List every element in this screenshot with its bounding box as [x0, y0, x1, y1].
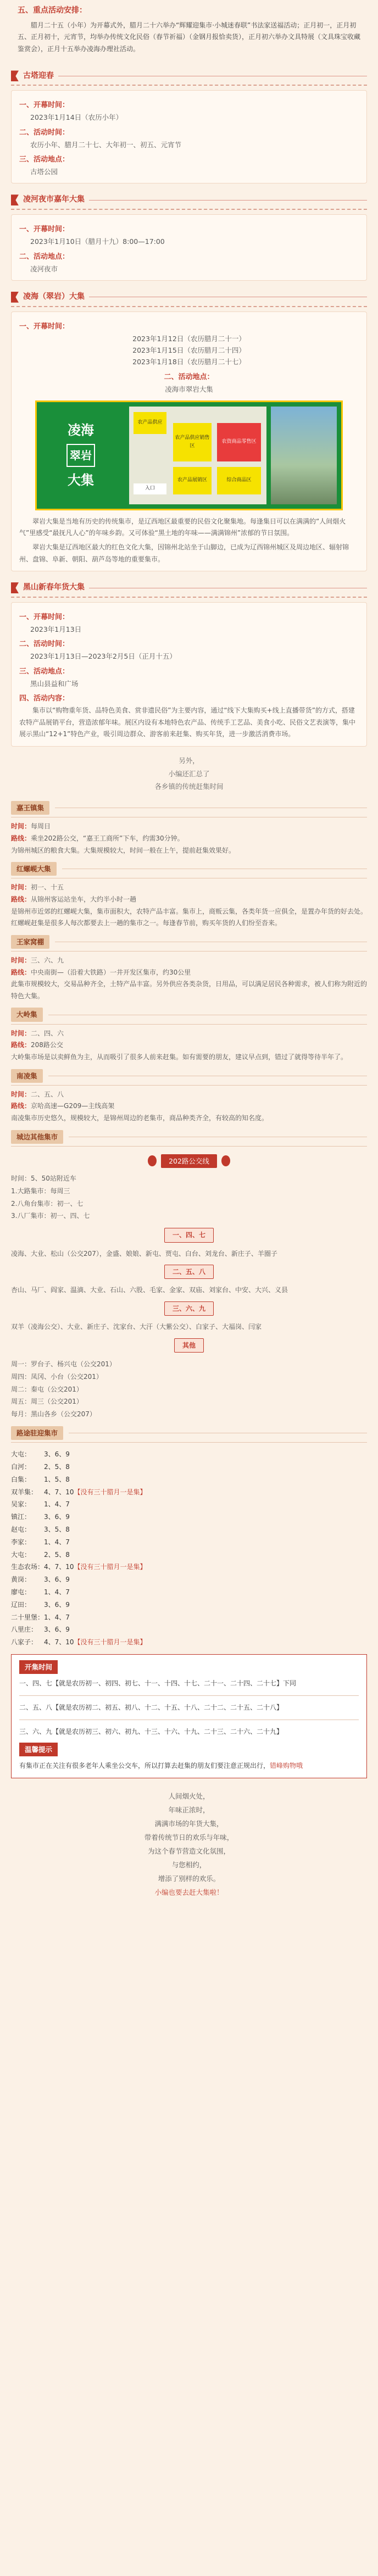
transition-text [11, 754, 367, 793]
week-body: 双羊（凌海公交）、大业、新庄子、沈家台、大汗（大紫公交）、白家子、大福岗、闫家 [11, 1323, 262, 1331]
tip-text [19, 1760, 359, 1772]
market-header [11, 801, 367, 817]
schedule-row [11, 1473, 367, 1486]
key: 路线： [11, 968, 31, 976]
date-list [19, 333, 359, 368]
schedule-key: 白集： [11, 1475, 31, 1483]
outro-line: 满满市场的年货大集， [154, 1819, 224, 1828]
val: 中央南街—（沿着大铁路）一井开发区集市，约30公里 [31, 968, 191, 976]
market-header [11, 935, 367, 952]
date-item: 2023年1月18日（农历腊月二十七） [132, 358, 246, 366]
intro-section [11, 0, 367, 60]
desc-paragraph: 集市以“购物重年货、品特色美食、赏非遗民俗”为主要内容，通过“线下大集购买+线上直播带货”的方式，搭建农特产品展销平台，营造浓郁年味。展区内设有本地特色农产品、传统手工艺品、美食小吃、民俗文艺表演等，集中展示黑山“12+1”特色产业，吸引周边群众、游客前来赶集、购买年货，进一步激活消费市场。 [19, 706, 356, 738]
week-tag: 其他 [174, 1338, 204, 1353]
list-item: 周四：凤冈、小台（公交201） [11, 1372, 103, 1381]
week-header [11, 1301, 367, 1316]
transition-line: 各乡镇的传统赶集时间 [154, 782, 224, 791]
lantern-icon [148, 1155, 157, 1166]
schedule-note: 【没有三十腊月一是集】 [74, 1563, 147, 1571]
week-tag: 三、六、九 [164, 1301, 214, 1316]
key: 时间： [11, 883, 31, 892]
schedule-value: 1、5、8 [44, 1475, 70, 1483]
schedule-row [11, 1448, 367, 1461]
value: 2023年1月14日（农历小年） [30, 113, 123, 122]
label: 一、开幕时间： [19, 101, 70, 110]
market-header [11, 1008, 367, 1024]
transition-line: 另外， [179, 756, 199, 765]
schedule-key: 八家子： [11, 1638, 38, 1646]
poster-map [129, 407, 266, 504]
rule-line: 三、六、九【就是农历初三、初六、初九、十三、十六、十九、二十三、二十六、二十九】 [19, 1727, 284, 1735]
market-time [11, 821, 367, 833]
schedule-row [11, 1636, 367, 1649]
info-card [11, 602, 367, 747]
label: 一、开幕时间： [19, 225, 70, 234]
poster-word: 大集 [68, 472, 94, 488]
schedule-key: 二十里堡： [11, 1613, 45, 1621]
schedule-key: 大屯： [11, 1450, 31, 1459]
map-zone: 农资商品零售区 [217, 423, 261, 461]
city-list [11, 1172, 367, 1222]
schedule-row [11, 1623, 367, 1636]
schedule-row [11, 1561, 367, 1573]
val: 二、五、八 [31, 1090, 64, 1098]
rule-line: 一、四、七【就是农历初一、初四、初七、十一、十四、十七、二十一、二十四、二十七】下同 [19, 1679, 297, 1688]
outro [11, 1789, 367, 1899]
date-item: 2023年1月15日（农历腊月二十四） [132, 346, 246, 355]
val: 每周日 [31, 822, 51, 831]
schedule-key: 生态农场： [11, 1563, 45, 1571]
schedule-value: 3、5、8 [44, 1525, 70, 1533]
market-item [11, 1069, 367, 1125]
flag-icon [11, 70, 19, 81]
desc-paragraph: 翠岩大集是当地有历史的传统集市，是辽西地区最重要的民俗文化聚集地。每逢集日可以在满满的“人间烟火气”里感受“最抚凡人心”的年味乡韵。又可体验“黑土地的年味——满满锦州”浓郁的节日氛围。 [19, 517, 346, 537]
key: 路线： [11, 1041, 31, 1049]
tip-head: 温馨提示 [19, 1743, 58, 1756]
poster-word: 凌海 [68, 422, 94, 438]
schedule-key: 大屯： [11, 1550, 31, 1559]
schedule-value: 4、7、10 [44, 1488, 74, 1496]
market-time [11, 955, 367, 967]
value: 2023年1月13日—2023年2月5日（正月十五） [30, 652, 176, 661]
schedule-list [11, 1448, 367, 1649]
week-header [11, 1265, 367, 1279]
val: 乘坐202路公交，“嘉王工商所”下车，约需30分钟。 [31, 834, 184, 843]
market-time [11, 1028, 367, 1040]
label: 一、开幕时间： [19, 322, 70, 331]
intro-title: 五、重点活动安排： [18, 6, 87, 15]
market-time [11, 1089, 367, 1101]
outro-line: 小编也要去赶大集啦！ [154, 1888, 224, 1896]
outro-line: 带着传统节日的欢乐与年味， [144, 1833, 234, 1841]
market-desc: 南凌集市历史悠久，规模较大，是锦州周边的老集市，商品种类齐全，有较高的知名度。 [11, 1114, 269, 1122]
market-tag: 红螺岘大集 [11, 862, 57, 876]
list-item: 3.八厂集市：初一、四、七 [11, 1212, 90, 1220]
schedule-key: 八里庄： [11, 1626, 38, 1634]
value: 农历小年、腊月二十七、大年初一、初五、元宵节 [30, 140, 182, 149]
schedule-key: 白河： [11, 1463, 31, 1471]
schedule-key: 赵屯： [11, 1525, 31, 1533]
schedule-note: 【没有三十腊月一是集】 [74, 1488, 147, 1496]
value: 凌海市翠岩大集 [165, 385, 213, 393]
market-tag: 大岭集 [11, 1008, 43, 1021]
section-ling-hai [11, 288, 367, 571]
schedule-value: 4、7、10 [44, 1563, 74, 1571]
map-zone: 农产品展销区 [173, 467, 212, 494]
list-item: 周二：秦屯（公交201） [11, 1385, 83, 1393]
key: 时间： [11, 1029, 31, 1037]
schedule-value: 1、4、7 [44, 1588, 70, 1596]
label: 一、开幕时间： [19, 613, 70, 622]
market-desc: 此集市规模较大，交易品种齐全，土特产品丰富。另外供应各类杂货，日用品，可以满足居民各种需求，被人们称为附近的特色大集。 [11, 980, 368, 1000]
schedule-value: 1、4、7 [44, 1538, 70, 1546]
schedule-key: 李家： [11, 1538, 31, 1546]
info-card [11, 90, 367, 183]
schedule-key: 廖屯： [11, 1588, 31, 1596]
schedule-key: 双羊集： [11, 1488, 38, 1496]
market-tag: 嘉王镇集 [11, 801, 49, 815]
key: 时间： [11, 956, 31, 965]
extra-list [11, 1358, 367, 1421]
rule-line: 二、五、八【就是农历初二、初五、初八、十二、十五、十八、二十二、二十五、二十八】 [19, 1704, 284, 1711]
val: 初一、十五 [31, 883, 64, 892]
schedule-value: 4、7、10 [44, 1638, 74, 1646]
schedule-row [11, 1573, 367, 1586]
schedule-key: 镇江： [11, 1513, 31, 1521]
market-poster-image [35, 400, 343, 510]
desc-paragraph: 翠岩大集是辽西地区最大的红色文化大集，因锦州北站坐于山脚边，已成为辽西锦州城区及周边地区、辐射锦州、盘锦、阜新、朝阳、葫芦岛等地的重要集市。 [19, 543, 349, 563]
section-header [11, 68, 367, 86]
route-banner [11, 1154, 367, 1168]
week-body: 凌海、大业、松山（公交207），金盛、娘娘、新屯、贾屯、白台、刘龙台、新庄子、羊圈子 [11, 1249, 277, 1258]
label: 二、活动时间： [19, 640, 70, 649]
key: 时间： [11, 822, 31, 831]
tip-tail: 错峰购物哦 [270, 1761, 303, 1770]
section-header [11, 191, 367, 210]
info-card [11, 214, 367, 281]
section-gu-ta [11, 68, 367, 184]
market-item [11, 862, 367, 930]
city-markets [11, 1130, 367, 1421]
schedule-row [11, 1536, 367, 1549]
list-item: 周一：罗台子、杨兴屯（公交201） [11, 1360, 116, 1368]
schedule-key: 辽田： [11, 1600, 31, 1609]
flag-icon [11, 292, 19, 303]
schedule-key: 吴家： [11, 1500, 31, 1509]
label: 三、活动地点： [19, 155, 70, 164]
outro-line: 人间烟火处， [168, 1791, 210, 1800]
schedule-value: 3、6、9 [44, 1450, 70, 1459]
section-ling-he [11, 191, 367, 280]
label: 三、活动地点： [19, 667, 70, 676]
market-desc: 为锦州城区的粮食大集。大集规模较大，时间一般在上午，提前赶集效果好。 [11, 846, 236, 854]
market-route [11, 894, 367, 906]
outro-line: 与您相约， [171, 1860, 207, 1869]
note-head: 开集时间 [19, 1660, 58, 1674]
section-title: 凌海（翠岩）大集 [23, 292, 85, 301]
week-tag: 一、四、七 [164, 1228, 214, 1242]
val: 从锦州客运站坐车，大约半小时一趟 [31, 895, 137, 904]
market-tag: 路途驻迎集市 [11, 1426, 63, 1440]
outro-line: 年味正浓时， [168, 1805, 210, 1814]
list-item: 每月：黑山各乡（公交207） [11, 1410, 96, 1418]
intro-paragraph: 腊月二十五（小年）为开幕式外，腊月二十六举办“辉耀迎集市·小城迷春联”书法家送福活动；正月初一，正月初五、正月初十，元宵节，均举办传统文化民俗（春节祈福）（金钢月报恰卖货），正月初六举办文具特展（文具珠宝收藏鉴赏会），正月十五举办凌海办理社活动。 [18, 21, 361, 53]
market-list [11, 801, 367, 1124]
section-header [11, 288, 367, 307]
schedule-value: 2、5、8 [44, 1463, 70, 1471]
outro-line: 增添了别样的欢乐。 [158, 1874, 220, 1883]
list-item: 时间：5、50站附近车 [11, 1175, 76, 1183]
transition-line: 小编还汇总了 [168, 769, 210, 778]
route-markets [11, 1426, 367, 1649]
map-zone: 农产品供应销售区 [173, 423, 212, 461]
label: 四、活动内容： [19, 694, 70, 703]
schedule-key: 黄岗： [11, 1576, 31, 1584]
schedule-row [11, 1486, 367, 1499]
market-desc: 是锦州市近郊的红螺岘大集，集市面积大，农特产品丰富。集市上，商贩云集，各类年货一应俱全，是置办年货的好去处。红螺岘赶集是很多人每次都要去上一趟的集市之一。每逢春节前，购买年货的人们纷至沓来。 [11, 907, 368, 927]
key: 路线： [11, 895, 31, 904]
market-desc: 大岭集市场是以卖鲜鱼为主，从而吸引了很多人前来赶集。如有需要的朋友，建议早点到，错过了就得等待半年了。 [11, 1053, 348, 1061]
week-body: 杏山、马厂、阎家、温滴、大业、石山、六股、毛家、金家、双庙、刘家台、中安、大兴、义县 [11, 1286, 288, 1294]
week-header [11, 1228, 367, 1242]
market-tag: 南凌集 [11, 1069, 43, 1083]
key: 时间： [11, 1090, 31, 1098]
market-header [11, 1130, 367, 1147]
schedule-row [11, 1511, 367, 1523]
outro-line: 为这个春节营造文化氛围， [147, 1846, 230, 1855]
poster-title [37, 402, 125, 509]
week-tag: 二、五、八 [164, 1265, 214, 1279]
value: 2023年1月10日（腊月十九）8:00—17:00 [30, 237, 165, 246]
schedule-value: 2、5、8 [44, 1550, 70, 1559]
list-item: 1.大路集市：每周三 [11, 1187, 70, 1195]
schedule-row [11, 1498, 367, 1511]
tip-body: 有集市正在关注有很多老年人乘坐公交车，所以打算去赶集的朋友们要注意正规出行， [19, 1761, 270, 1770]
val: 京哈高速—G209—主线高架 [31, 1102, 115, 1110]
schedule-row [11, 1611, 367, 1624]
lantern-icon [221, 1155, 230, 1166]
section-title: 凌河夜市嘉年大集 [23, 195, 85, 204]
schedule-value: 3、6、9 [44, 1626, 70, 1634]
market-tag: 城边其他集市 [11, 1130, 63, 1144]
schedule-row [11, 1549, 367, 1561]
val: 三、六、九 [31, 956, 64, 965]
schedule-row [11, 1599, 367, 1611]
market-route [11, 967, 367, 979]
market-route [11, 833, 367, 845]
val: 二、四、六 [31, 1029, 64, 1037]
list-item: 周五：周三（公交201） [11, 1398, 83, 1406]
list-item: 2.八角台集市：初一、七 [11, 1199, 84, 1208]
market-item [11, 935, 367, 1003]
key: 路线： [11, 834, 31, 843]
val: 208路公交 [31, 1041, 63, 1049]
week-header [11, 1338, 367, 1353]
divider [89, 200, 367, 201]
poster-word: 翠岩 [66, 444, 95, 467]
schedule-value: 3、6、9 [44, 1576, 70, 1584]
map-zone: 综合商品区 [217, 467, 261, 494]
schedule-row [11, 1461, 367, 1473]
market-item [11, 801, 367, 856]
info-card [11, 311, 367, 572]
flag-icon [11, 194, 19, 205]
section-hei-shan [11, 579, 367, 747]
map-zone: 农产品供应 [134, 412, 166, 434]
label: 二、活动地点： [19, 252, 70, 261]
schedule-note: 【没有三十腊月一是集】 [74, 1638, 147, 1646]
market-header [11, 862, 367, 878]
schedule-value: 3、6、9 [44, 1600, 70, 1609]
market-time [11, 882, 367, 894]
map-zone: 入口 [134, 483, 166, 494]
market-item [11, 1008, 367, 1063]
value: 古塔公园 [30, 168, 58, 176]
flag-icon [11, 582, 19, 593]
divider [19, 1695, 359, 1696]
value: 凌河夜市 [30, 264, 58, 273]
market-header [11, 1069, 367, 1086]
market-header [11, 1426, 367, 1443]
label: 二、活动时间： [19, 128, 70, 137]
date-item: 2023年1月12日（农历腊月二十一） [132, 334, 246, 343]
schedule-value: 3、6、9 [44, 1513, 70, 1521]
open-time-box [11, 1654, 367, 1778]
schedule-value: 1、4、7 [44, 1613, 70, 1621]
section-title: 古塔迎春 [23, 71, 54, 80]
schedule-row [11, 1586, 367, 1599]
section-title: 黑山新春年货大集 [23, 583, 85, 592]
market-route [11, 1039, 367, 1051]
section-header [11, 579, 367, 598]
key: 路线： [11, 1102, 31, 1110]
market-tag: 王家窝棚 [11, 935, 49, 949]
poster-photo [271, 407, 337, 504]
market-route [11, 1100, 367, 1112]
schedule-value: 1、4、7 [44, 1500, 70, 1509]
value: 黑山县益和广场 [30, 679, 79, 688]
route-tag: 202路公交线 [161, 1154, 217, 1168]
schedule-row [11, 1523, 367, 1536]
label: 二、活动地点： [164, 372, 214, 381]
value: 2023年1月13日 [30, 625, 82, 634]
